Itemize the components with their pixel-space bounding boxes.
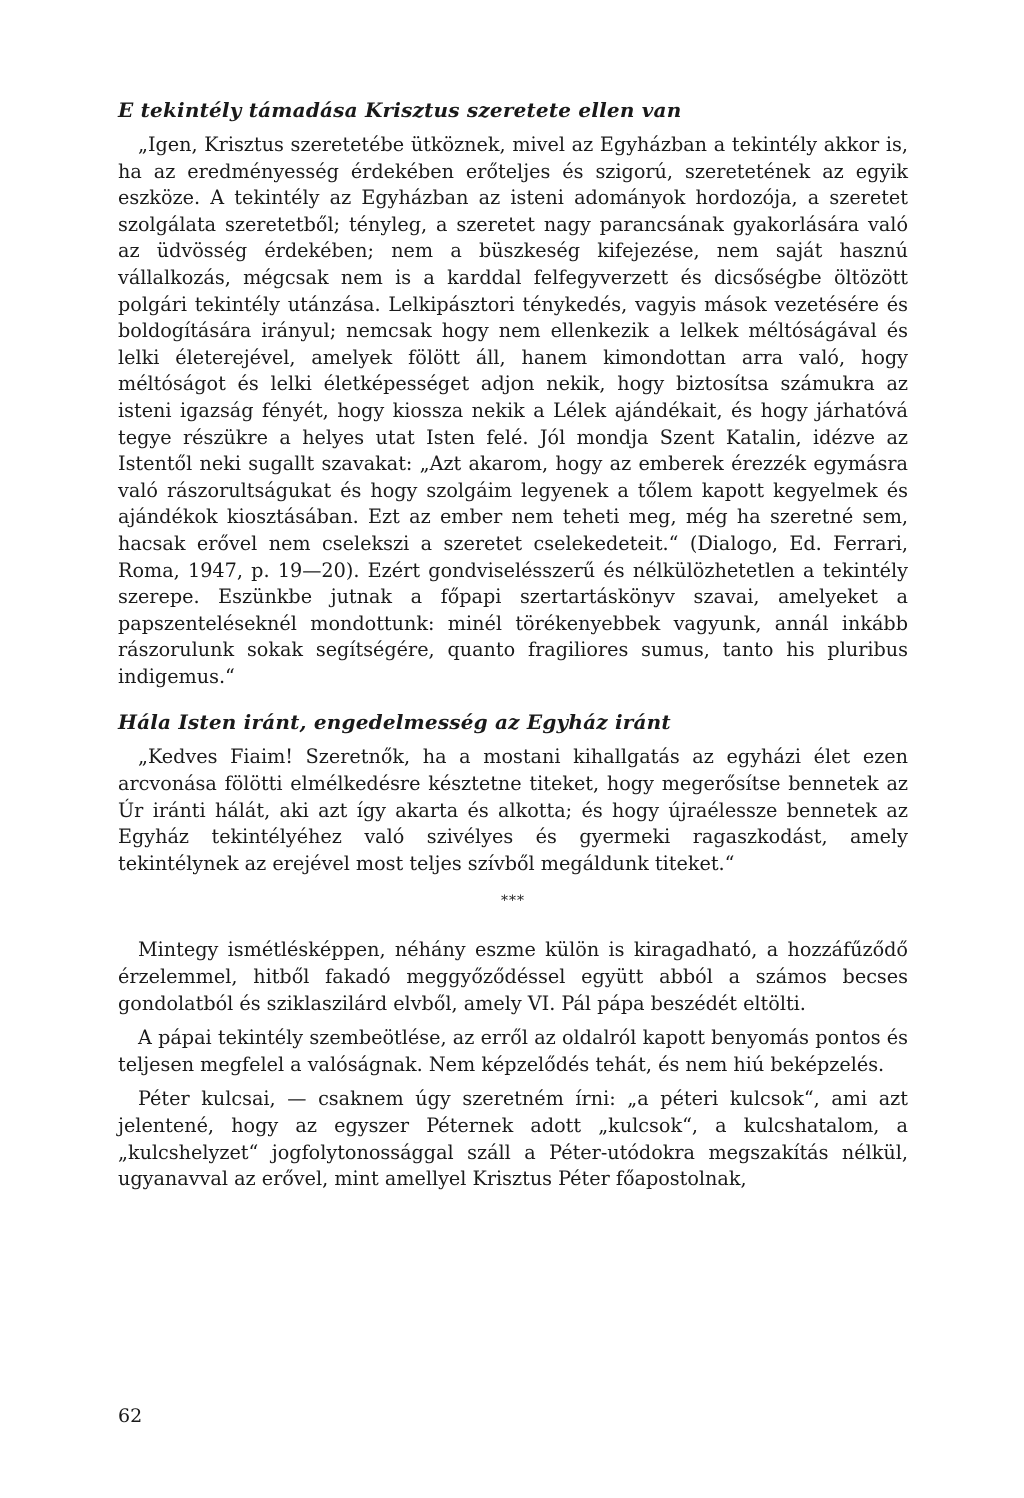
section-heading: Hála Isten iránt, engedelmesség az Egyház iránt [118,710,671,735]
section-separator: *** [501,893,525,910]
body-paragraph: A pápai tekintély szembeötlése, az erről az oldalról kapott benyomás pontos és teljesen megfelel a valóságnak. Nem képzelődés tehát, és nem hiú beképzelés. [118,1026,908,1076]
section-heading: E tekintély támadása Krisztus szeretete ellen van [118,98,682,122]
page-body [118,96,908,1193]
page-number: 62 [118,1405,143,1427]
body-paragraph: „Igen, Krisztus szeretetébe ütköznek, mivel az Egyházban a tekintély akkor is, ha az eredményesség érdekében erőteljes és szigorú, szeretetének az egyik eszköze. A tekintély az Egyházban az isteni adományok hordozója, a szeretet szolgálata szeretetből; tényleg, a szeretet nagy parancsának gyakorlására való az üdvösség érdekében; nem a büszkeség kifejezése, nem saját hasznú vállalkozás, mégcsak nem is a karddal felfegyverzett és dicsőségbe öltözött polgári tekintély utánzása. Lelkipásztori ténykedés, vagyis mások vezetésére és boldogítására irányul; nemcsak hogy nem ellenkezik a lelkek méltóságával és lelki életerejével, amelyek fölött áll, hanem kimondottan arra való, hogy méltóságot és lelki életképességet adjon nekik, hogy biztosítsa számukra az isteni igazság fényét, hogy kiossza nekik a Lélek ajándékait, és hogy járhatóvá tegye részükre a helyes utat Isten felé. Jól mondja Szent Katalin, idézve az Istentől neki sugallt szavakat: „Azt akarom, hogy az emberek érezzék egymásra való rászorultságukat és hogy szolgáim legyenek a tőlem kapott kegyelmek és ajándékok kiosztásában. Ezt az ember nem teheti meg, még ha szeretné sem, hacsak erővel nem cselekszi a szeretet cselekedeteit.“ (Dialogo, Ed. Ferrari, Roma, 1947, p. 19—20). Ezért gondviselésszerű és nélkülözhetetlen a tekintély szerepe. Eszünkbe jutnak a főpapi szertartáskönyv szavai, amelyeket a papszenteléseknél mondottunk: minél törékenyebbek vagyunk, annál inkább rászorulunk sokak segítségére, quanto fragiliores sumus, tanto his pluribus indigemus.“ [118,133,908,688]
body-paragraph: „Kedves Fiaim! Szeretnők, ha a mostani kihallgatás az egyházi élet ezen arcvonása fölötti elmélkedésre késztetne titeket, hogy megerősítse bennetek az Úr iránti hálát, aki azt így akarta és alkotta; és hogy újraélessze bennetek az Egyház tekintélyéhez való szivélyes és gyermeki ragaszkodást, amely tekintélynek az erejével most teljes szívből megáldunk titeket.“ [118,745,908,875]
body-paragraph: Mintegy ismétlésképpen, néhány eszme külön is kiragadható, a hozzáfűződő érzelemmel, hitből fakadó meggyőződéssel együtt abból a számos becses gondolatból és sziklaszilárd elvből, amely VI. Pál pápa beszédét eltölti. [118,938,908,1015]
body-paragraph: Péter kulcsai, — csaknem úgy szeretném írni: „a péteri kulcsok“, ami azt jelentené, hogy az egyszer Péternek adott „kulcsok“, a kulcshatalom, a „kulcshelyzet“ jogfolytonossággal száll a Péter-utódokra megszakítás nélkül, ugyanavval az erővel, mint amellyel Krisztus Péter főapostolnak, [118,1087,908,1191]
